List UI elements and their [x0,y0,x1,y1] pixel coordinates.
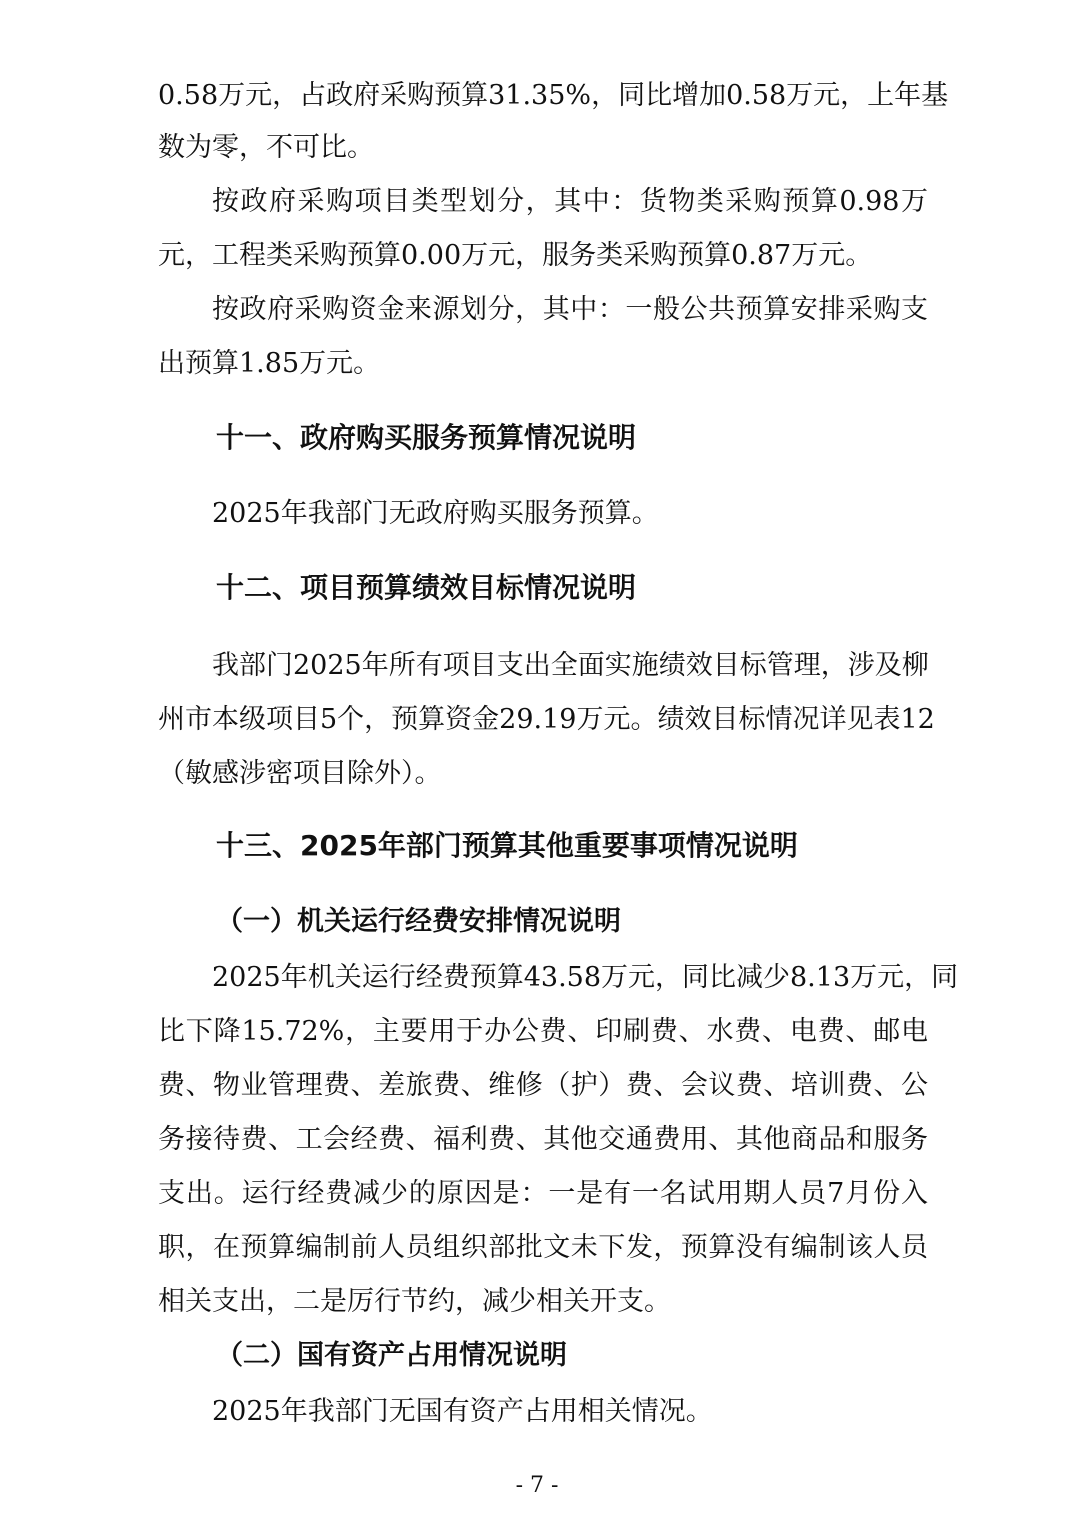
section-heading-12: 十二、项目预算绩效目标情况说明 [216,571,637,604]
paragraph-line: 2025年我部门无政府购买服务预算。 [212,498,659,529]
paragraph-line: 元，工程类采购预算0.00万元，服务类采购预算0.87万元。 [158,240,873,271]
section-heading-11: 十一、政府购买服务预算情况说明 [216,421,637,454]
section-heading-13: 十三、2025年部门预算其他重要事项情况说明 [216,829,798,862]
paragraph-line: 按政府采购资金来源划分，其中：一般公共预算安排采购支 [212,294,928,325]
paragraph-line: 出预算1.85万元。 [158,348,381,379]
paragraph-line: 州市本级项目5个，预算资金29.19万元。绩效目标情况详见表12 [158,704,935,735]
paragraph-line: （敏感涉密项目除外）。 [158,758,442,789]
paragraph-line: 数为零，不可比。 [158,132,374,163]
paragraph-line: 按政府采购项目类型划分，其中：货物类采购预算0.98万 [212,186,928,217]
paragraph-line: 相关支出，二是厉行节约，减少相关开支。 [158,1286,671,1317]
paragraph-line: 务接待费、工会经费、福利费、其他交通费用、其他商品和服务 [158,1124,928,1155]
subsection-heading-2: （二）国有资产占用情况说明 [216,1340,567,1371]
paragraph-line: 支出。运行经费减少的原因是：一是有一名试用期人员7月份入 [158,1178,928,1209]
paragraph-line: 我部门2025年所有项目支出全面实施绩效目标管理，涉及柳 [212,650,929,681]
paragraph-line: 0.58万元，占政府采购预算31.35%，同比增加0.58万元，上年基 [158,80,949,111]
paragraph-line: 职，在预算编制前人员组织部批文未下发，预算没有编制该人员 [158,1232,928,1263]
page-number: - 7 - [515,1473,559,1498]
subsection-heading-1: （一）机关运行经费安排情况说明 [216,906,621,937]
paragraph-line: 费、物业管理费、差旅费、维修（护）费、会议费、培训费、公 [158,1070,928,1101]
paragraph-line: 比下降15.72%，主要用于办公费、印刷费、水费、电费、邮电 [158,1016,928,1047]
paragraph-line: 2025年我部门无国有资产占用相关情况。 [212,1396,713,1427]
paragraph-line: 2025年机关运行经费预算43.58万元，同比减少8.13万元，同 [212,962,959,993]
